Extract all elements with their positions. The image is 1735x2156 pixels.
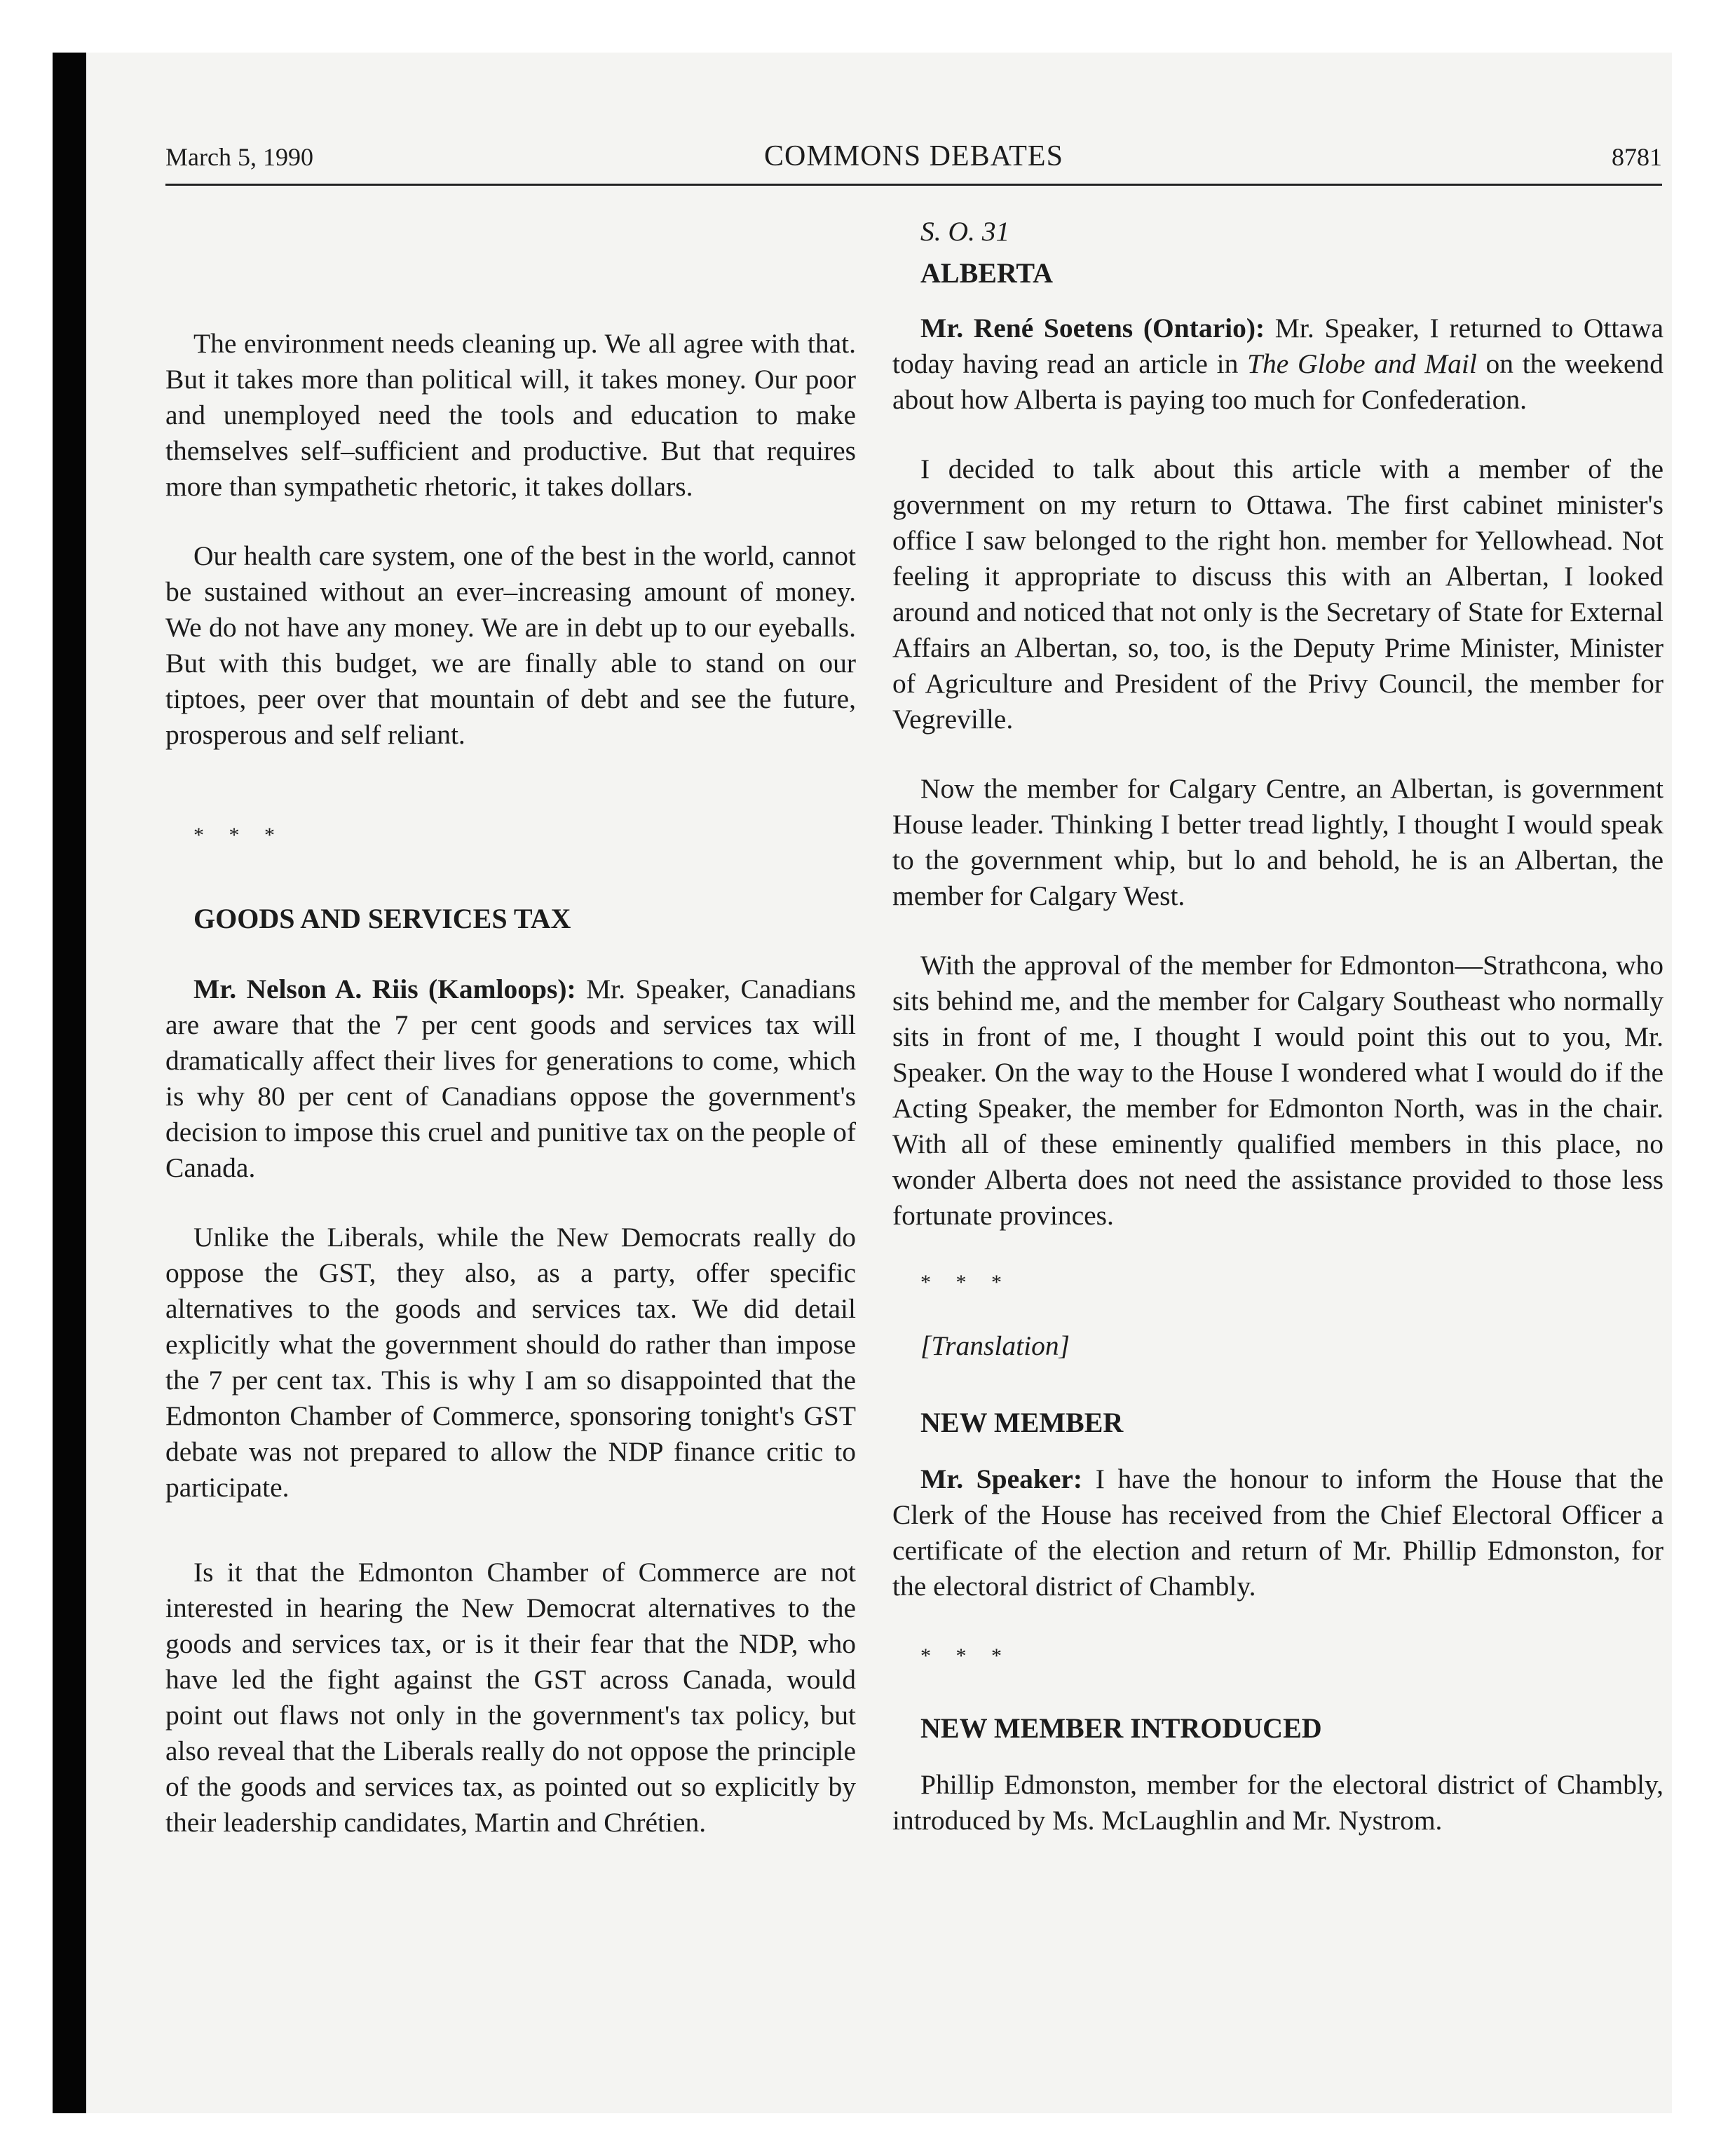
section-separator: * * * [193, 824, 285, 847]
header-page-number: 8781 [1612, 143, 1662, 171]
header-title: COMMONS DEBATES [764, 140, 1063, 172]
paragraph: With the approval of the member for Edmonton—Strathcona, who sits behind me, and the member for Calgary Southeast who normally sits in front of me, I thought I would point this out to you, Mr. Speaker. On the way to the House I wondered what I would do if the Acting Speaker, the member for Edmonton North, was in the chair. With all of these eminently qualified members in this place, no wonder Alberta does not need the assistance provided to those less fortunate provinces. [892, 950, 1663, 1231]
section-heading: ALBERTA [920, 257, 1054, 289]
paragraph: Phillip Edmonston, member for the electoral district of Chambly, introduced by Ms. McLaughlin and Mr. Nystrom. [892, 1769, 1663, 1836]
paragraph: The environment needs cleaning up. We all agree with that. But it takes more than political will, it takes money. Our poor and unemployed need the tools and education to make themselves self–sufficient and productive. But that requires more than sympathetic rhetoric, it takes dollars. [165, 328, 856, 502]
scan-binding-edge [53, 53, 86, 2113]
document-page [86, 53, 1672, 2113]
speech-paragraph: Mr. Speaker: I have the honour to inform the House that the Clerk of the House has received from the Chief Electoral Officer a certificate of the election and return of Mr. Phillip Edmonston, for the electoral district of Chambly. [892, 1464, 1664, 1602]
paragraph: I decided to talk about this article with a member of the government on my return to Ottawa. The first cabinet minister's office I saw belonged to the right hon. member for Yellowhead. Not feeling it appropriate to discuss this with an Albertan, I looked around and noticed that not only is the Secretary of State for External Affairs an Albertan, so, too, is the Deputy Prime Minister, Minister of Agriculture and President of the Privy Council, the member for Vegreville. [892, 453, 1663, 735]
paragraph: Our health care system, one of the best in the world, cannot be sustained without an ever–increasing amount of money. We do not have any money. We are in debt up to our eyeballs. But with this budget, we are finally able to stand on our tiptoes, peer over that mountain of debt and see the future, prosperous and self reliant. [165, 540, 856, 750]
section-separator: * * * [920, 1644, 1012, 1667]
right-column [892, 214, 1663, 1838]
speaker-name: Mr. Speaker: [920, 1464, 1083, 1494]
speaker-name: Mr. René Soetens (Ontario): [920, 313, 1265, 343]
scan-margin [0, 0, 53, 2156]
left-column [165, 214, 856, 1841]
translation-marker: [Translation] [920, 1330, 1070, 1361]
speech-paragraph: Mr. Nelson A. Riis (Kamloops): Mr. Speaker, Canadians are aware that the 7 per cent goods and services tax will dramatically affect their lives for generations to come, which is why 80 per cent of Canadians oppose the government's decision to impose this cruel and punitive tax on the people of Canada. [165, 974, 856, 1183]
section-separator: * * * [920, 1271, 1012, 1294]
paragraph: Unlike the Liberals, while the New Democrats really do oppose the GST, they also, as a party, offer specific alternatives to the goods and services tax. We did detail explicitly what the government should do rather than impose the 7 per cent tax. This is why I am so disappointed that the Edmonton Chamber of Commerce, sponsoring tonight's GST debate was not prepared to allow the NDP finance critic to participate. [165, 1222, 856, 1503]
section-heading: GOODS AND SERVICES TAX [193, 903, 571, 934]
section-heading: NEW MEMBER [920, 1407, 1124, 1438]
section-heading: NEW MEMBER INTRODUCED [920, 1712, 1322, 1744]
paragraph: Is it that the Edmonton Chamber of Commerce are not interested in hearing the New Democrat alternatives to the goods and services tax, or is it their fear that the NDP, who have led the fight against the GST across Canada, would point out flaws not only in the government's tax policy, but also reveal that the Liberals really do not oppose the principle of the goods and services tax, as pointed out so explicitly by their leadership candidates, Martin and Chrétien. [165, 1557, 856, 1838]
standing-order-label: S. O. 31 [920, 216, 1010, 247]
running-head [165, 142, 1662, 184]
publication-title: The Globe and Mail [1247, 348, 1477, 379]
speech-paragraph: Mr. René Soetens (Ontario): Mr. Speaker, I returned to Ottawa today having read an article in The Globe and Mail on the weekend about how Alberta is paying too much for Confederation. [892, 313, 1664, 415]
speaker-name: Mr. Nelson A. Riis (Kamloops): [193, 974, 576, 1004]
header-rule [165, 184, 1662, 186]
header-date: March 5, 1990 [165, 143, 313, 171]
paragraph: Now the member for Calgary Centre, an Albertan, is government House leader. Thinking I better tread lightly, I thought I would speak to the government whip, but lo and behold, he is an Albertan, the member for Calgary West. [892, 773, 1663, 911]
